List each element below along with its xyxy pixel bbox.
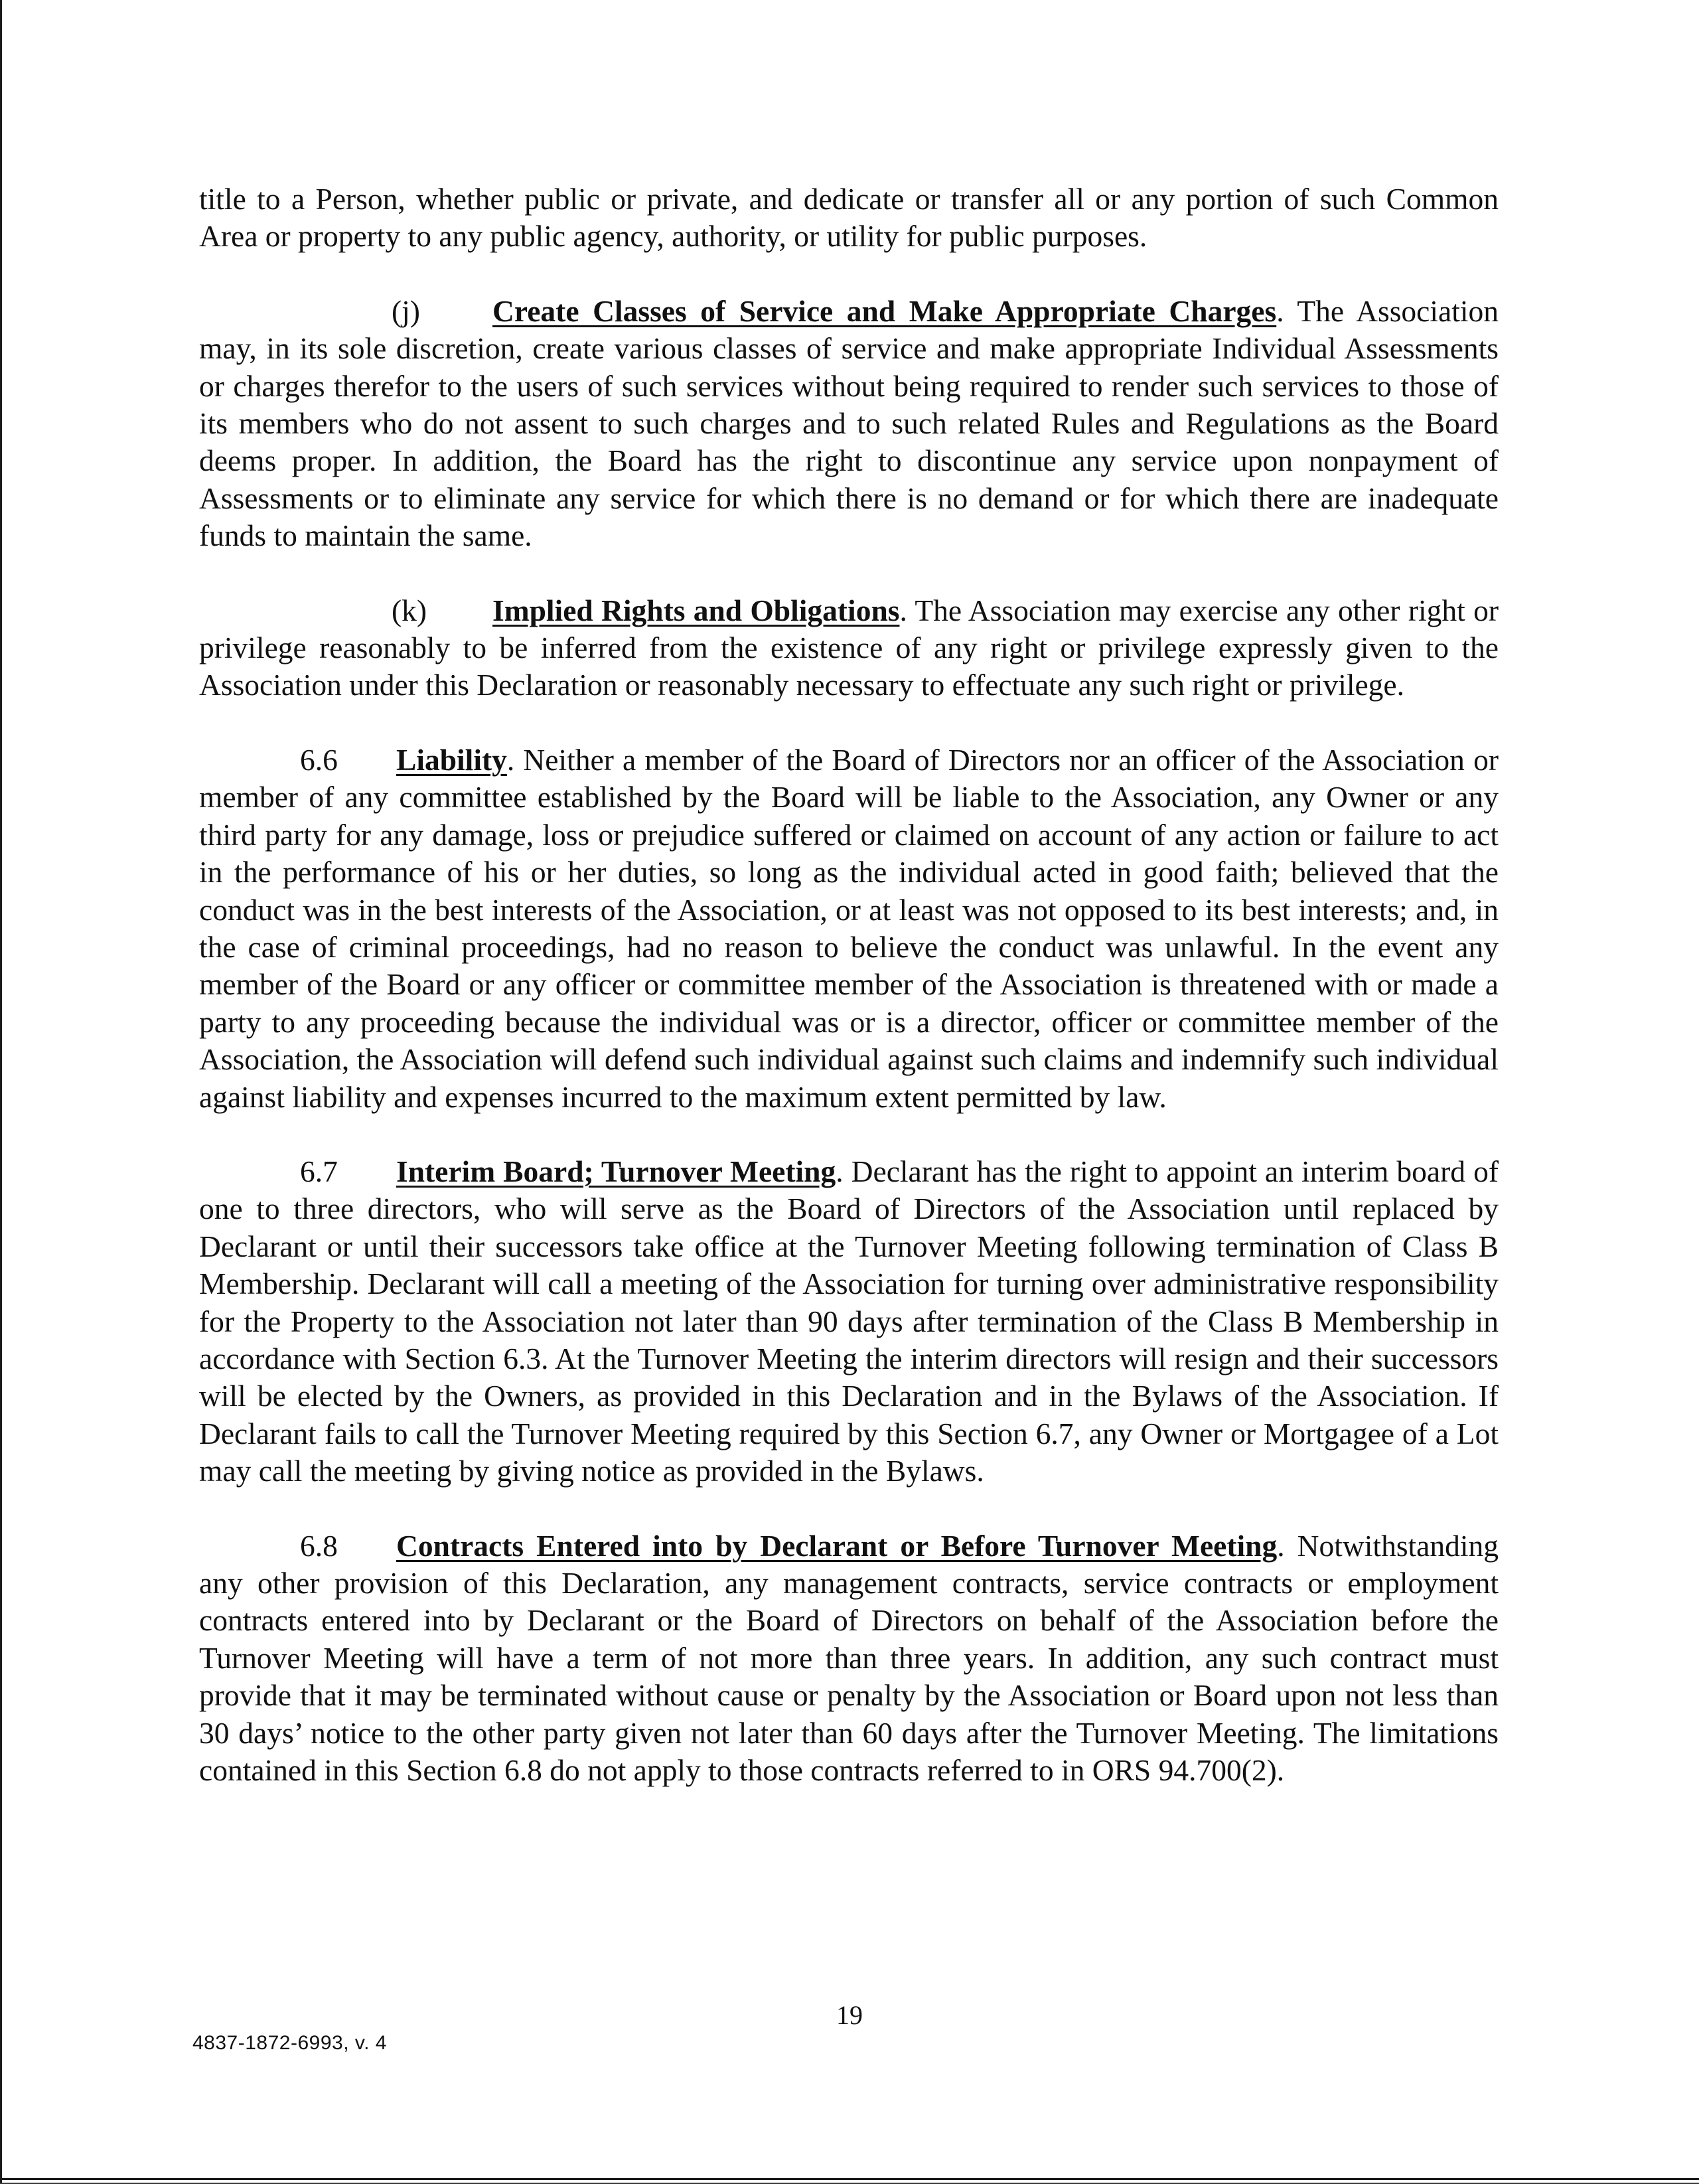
paragraph-continuation [199, 181, 1499, 256]
paragraph-text: . The Association may exercise any other right or privilege reasonably to be inferred from the existence of any right or privilege expressly given to the Association under this Declaration or reasonably necessary to effectuate any such right or privilege. [199, 593, 1499, 702]
section-heading: Contracts Entered into by Declarant or Before Turnover Meeting [396, 1528, 1278, 1563]
section-6-7 [199, 1153, 1499, 1490]
section-heading: Interim Board; Turnover Meeting [396, 1154, 836, 1188]
paragraph-text: . Neither a member of the Board of Directors nor an officer of the Association or member of any committee established by the Board will be liable to the Association, any Owner or any third party for any damage, loss or prejudice suffered or claimed on account of any action or failure to act in the performance of his or her duties, so long as the individual acted in good faith; believed that the conduct was in the best interests of the Association, or at least was not opposed to its best interests; and, in the case of criminal proceedings, had no reason to believe the conduct was unlawful. In the event any member of the Board or any officer or committee member of the Association is threatened with or made a party to any proceeding because the individual was or is a director, officer or committee member of the Association, the Association will defend such individual against such claims and indemnify such individual against liability and expenses incurred to the maximum extent permitted by law. [199, 742, 1499, 1114]
paragraph-text: . The Association may, in its sole discretion, create various classes of service and make appropriate Individual Assessments or charges therefor to the users of such services without being required to render such services to those of its members who do not assent to such charges and to such related Rules and Regulations as the Board deems proper. In addition, the Board has the right to discontinue any service upon nonpayment of Assessments or to eliminate any service for which there is no demand or for which there are inadequate funds to maintain the same. [199, 293, 1499, 553]
document-body [199, 181, 1499, 1826]
paragraph-k [199, 592, 1499, 704]
paragraph-text: . Declarant has the right to appoint an interim board of one to three directors, who will serve as the Board of Directors of the Association until replaced by Declarant or until their successors take office at the Turnover Meeting following termination of Class B Membership. Declarant will call a meeting of the Association for turning over administrative responsibility for the Property to the Association not later than 90 days after termination of the Class B Membership in accordance with Section 6.3. At the Turnover Meeting the interim directors will resign and their successors will be elected by the Owners, as provided in this Declaration and in the Bylaws of the Association. If Declarant fails to call the Turnover Meeting required by this Section 6.7, any Owner or Mortgagee of a Lot may call the meeting by giving notice as provided in the Bylaws. [199, 1154, 1499, 1488]
scan-left-edge [0, 0, 2, 2184]
page-number: 19 [836, 2000, 863, 2030]
subsection-heading: Create Classes of Service and Make Appropriate Charges [492, 293, 1277, 328]
subsection-heading: Implied Rights and Obligations [492, 593, 900, 627]
section-6-6 [199, 741, 1499, 1116]
section-6-8 [199, 1527, 1499, 1790]
document-id: 4837-1872-6993, v. 4 [192, 2032, 387, 2054]
subsection-marker: (j) [392, 293, 420, 328]
section-heading: Liability [396, 742, 507, 777]
scan-bottom-edge [0, 2178, 1699, 2180]
paragraph-text: title to a Person, whether public or private, and dedicate or transfer all or any portion of such Common Area or property to any public agency, authority, or utility for public purposes. [199, 182, 1499, 254]
section-number: 6.6 [300, 742, 338, 777]
paragraph-j [199, 293, 1499, 555]
section-number: 6.8 [300, 1528, 338, 1563]
paragraph-text: . Notwithstanding any other provision of this Declaration, any management contracts, service contracts or employment contracts entered into by Declarant or the Board of Directors on behalf of the Association before the Turnover Meeting will have a term of not more than three years. In addition, any such contract must provide that it may be terminated without cause or penalty by the Association or Board upon not less than 30 days’ notice to the other party given not later than 60 days after the Turnover Meeting. The limitations contained in this Section 6.8 do not apply to those contracts referred to in ORS 94.700(2). [199, 1528, 1499, 1788]
subsection-marker: (k) [392, 593, 427, 627]
section-number: 6.7 [300, 1154, 338, 1188]
